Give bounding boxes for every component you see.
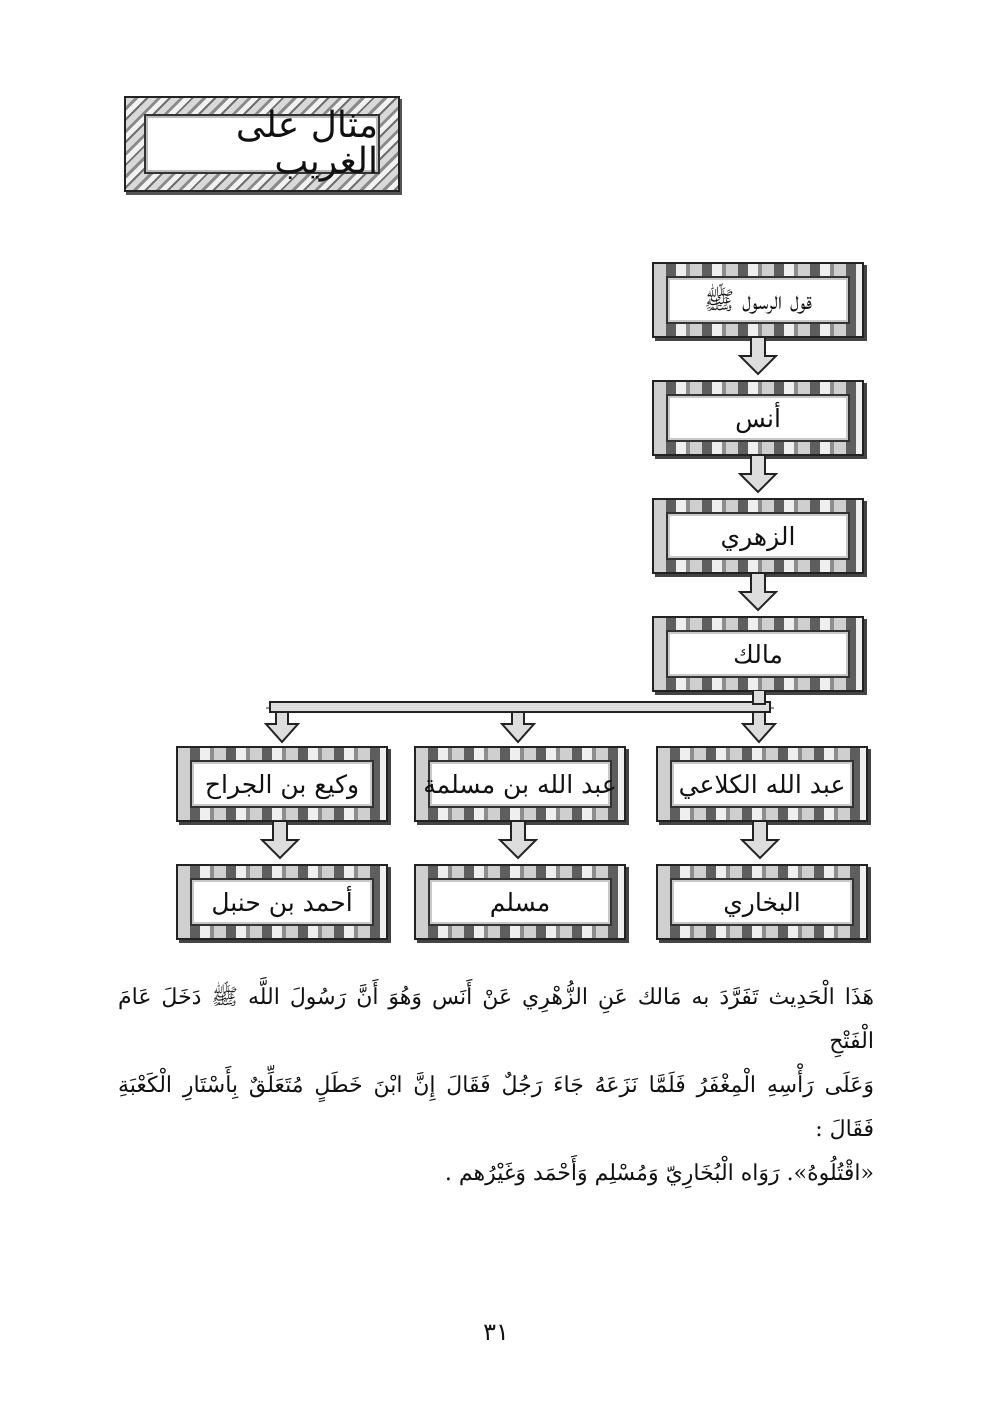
branch-box-inner [190,760,374,808]
down-arrow-icon [260,820,300,860]
chain-box-zuhri [652,498,864,574]
branch-narrator-label: عبد الله بن مسلمة [423,769,617,799]
down-arrow-icon [266,712,298,742]
branch-box-maslama [414,746,626,822]
branch-box-waki [176,746,388,822]
down-arrow-icon [502,712,534,742]
page-title: مثال على الغريب [235,105,378,182]
branch-box-inner [670,760,854,808]
chain-label: أنس [735,403,781,433]
title-plaque-inner [144,105,380,182]
down-arrow-icon [743,712,775,742]
compiler-box-bukhari [656,864,868,940]
down-arrow-icon [738,454,778,494]
branch-connector [250,690,790,746]
down-arrow-icon [738,572,778,612]
title-plaque [124,96,400,192]
branch-box-kalai [656,746,868,822]
paragraph-line: وَعَلَى رَأْسِهِ الْمِغْفَرُ فَلَمَّا نَزَعَهُ جَاءَ رَجُلٌ فَقَالَ إِنَّ ابْنَ خَطَلٍ مُتَعَلِّقٌ بِأَسْتَارِ الْكَعْبَةِ فَقَالَ : [118,1073,874,1142]
branch-bar [270,702,770,712]
page-number: ٣١ [483,1318,509,1346]
down-arrow-icon [740,820,780,860]
compiler-box-inner [428,878,612,926]
compiler-box-inner [190,878,374,926]
chain-label: الزهري [720,521,796,551]
hadith-paragraph [118,976,874,1196]
chain-box-anas [652,380,864,456]
compiler-label: مسلم [489,887,551,917]
chain-box-malik [652,616,864,692]
compiler-label: البخاري [723,887,801,917]
paragraph-line: «اقْتُلُوهُ». رَوَاه الْبُخَارِيّ وَمُسْلِم وَأَحْمَد وَغَيْرُهم . [444,1161,874,1186]
paragraph-line: هَذَا الْحَدِيث تَفَرَّدَ به مَالك عَنِ الزُّهْرِي عَنْ أَنَس وَهُوَ أَنَّ رَسُولَ اللَّه ﷺ دَخَلَ عَامَ الْفَتْحِ [118,985,874,1054]
chain-box-prophet [652,262,864,338]
compiler-box-inner [670,878,854,926]
branch-box-inner [423,760,617,808]
chain-box-inner [666,512,850,560]
chain-box-inner [666,276,850,324]
branch-narrator-label: عبد الله الكلاعي [678,769,846,799]
compiler-box-ahmad [176,864,388,940]
chain-box-inner [666,630,850,678]
compiler-box-muslim [414,864,626,940]
chain-label: قول الرسول ﷺ [703,285,813,315]
down-arrow-icon [498,820,538,860]
branch-narrator-label: وكيع بن الجراح [204,769,360,799]
compiler-label: أحمد بن حنبل [211,887,353,917]
chain-label: مالك [733,639,783,669]
chain-box-inner [666,394,850,442]
down-arrow-icon [738,336,778,376]
